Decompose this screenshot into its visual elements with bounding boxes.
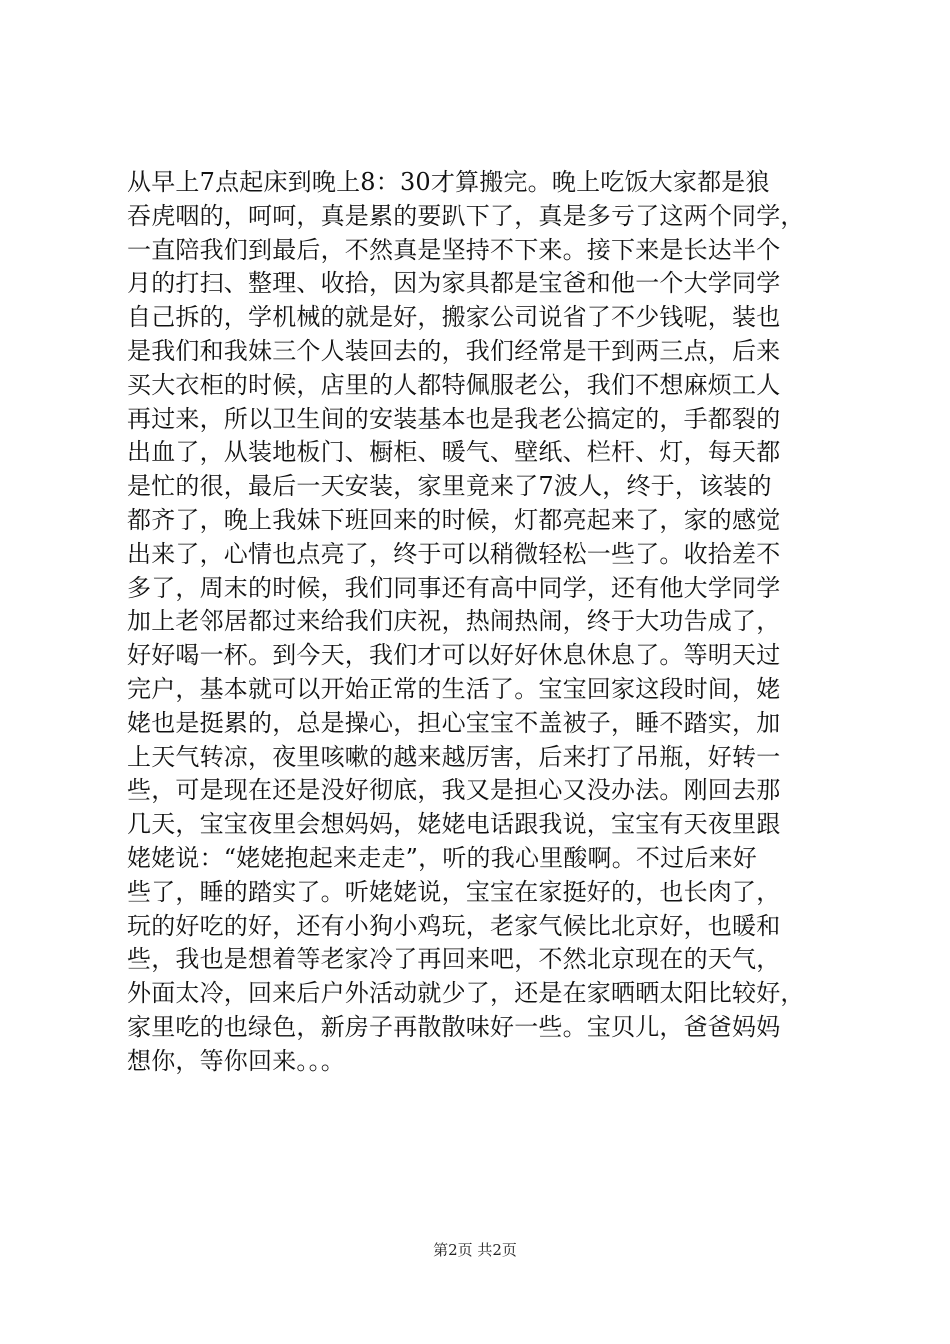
text-line: 外面太冷，回来后户外活动就少了，还是在家晒晒太阳比较好， <box>127 979 805 1008</box>
text-line: 些，我也是想着等老家冷了再回来吧，不然北京现在的天气， <box>127 945 781 974</box>
text-line: 玩的好吃的好，还有小狗小鸡玩，老家气候比北京好，也暖和 <box>127 911 781 940</box>
text-line: 再过来，所以卫生间的安装基本也是我老公搞定的，手都裂的 <box>127 404 781 433</box>
text-line: 月的打扫、整理、收拾，因为家具都是宝爸和他一个大学同学 <box>127 269 781 298</box>
text-line: 好好喝一杯。到今天，我们才可以好好休息休息了。等明天过 <box>127 641 781 670</box>
text-line: 都齐了，晚上我妹下班回来的时候，灯都亮起来了，家的感觉 <box>127 505 781 534</box>
text-line: 些，可是现在还是没好彻底，我又是担心又没办法。刚回去那 <box>127 776 781 805</box>
text-line: 完户，基本就可以开始正常的生活了。宝宝回家这段时间，姥 <box>127 674 781 703</box>
text-line: 是我们和我妹三个人装回去的，我们经常是干到两三点，后来 <box>127 336 781 365</box>
text-line: 吞虎咽的，呵呵，真是累的要趴下了，真是多亏了这两个同学， <box>127 201 805 230</box>
text-line: 加上老邻居都过来给我们庆祝，热闹热闹，终于大功告成了， <box>127 607 781 636</box>
text-line: 出来了，心情也点亮了，终于可以稍微轻松一些了。收拾差不 <box>127 539 781 568</box>
text-line: 姥也是挺累的，总是操心，担心宝宝不盖被子，睡不踏实，加 <box>127 708 781 737</box>
text-line: 出血了，从装地板门、橱柜、暖气、壁纸、栏杆、灯，每天都 <box>127 438 781 467</box>
text-line: 姥姥说：“姥姥抱起来走走”，听的我心里酸啊。不过后来好 <box>127 843 757 872</box>
body-paragraph <box>127 166 837 1079</box>
text-line: 上天气转凉，夜里咳嗽的越来越厉害，后来打了吊瓶，好转一 <box>127 742 781 771</box>
text-line: 一直陪我们到最后，不然真是坚持不下来。接下来是长达半个 <box>127 235 781 264</box>
text-line: 想你，等你回来。。。 <box>127 1046 345 1075</box>
text-line: 家里吃的也绿色，新房子再散散味好一些。宝贝儿，爸爸妈妈 <box>127 1012 781 1041</box>
text-line: 些了，睡的踏实了。听姥姥说，宝宝在家挺好的，也长肉了， <box>127 877 781 906</box>
text-line: 是忙的很，最后一天安装，家里竟来了7波人，终于，该装的 <box>127 472 772 501</box>
text-line: 从早上7点起床到晚上8：30才算搬完。晚上吃饭大家都是狼 <box>127 168 770 196</box>
text-line: 买大衣柜的时候，店里的人都特佩服老公，我们不想麻烦工人 <box>127 370 781 399</box>
text-line: 自己拆的，学机械的就是好，搬家公司说省了不少钱呢，装也 <box>127 303 781 332</box>
text-line: 几天，宝宝夜里会想妈妈，姥姥电话跟我说，宝宝有天夜里跟 <box>127 810 781 839</box>
text-line: 多了，周末的时候，我们同事还有高中同学，还有他大学同学 <box>127 573 781 602</box>
page-footer: 第2页 共2页 <box>433 1241 517 1259</box>
